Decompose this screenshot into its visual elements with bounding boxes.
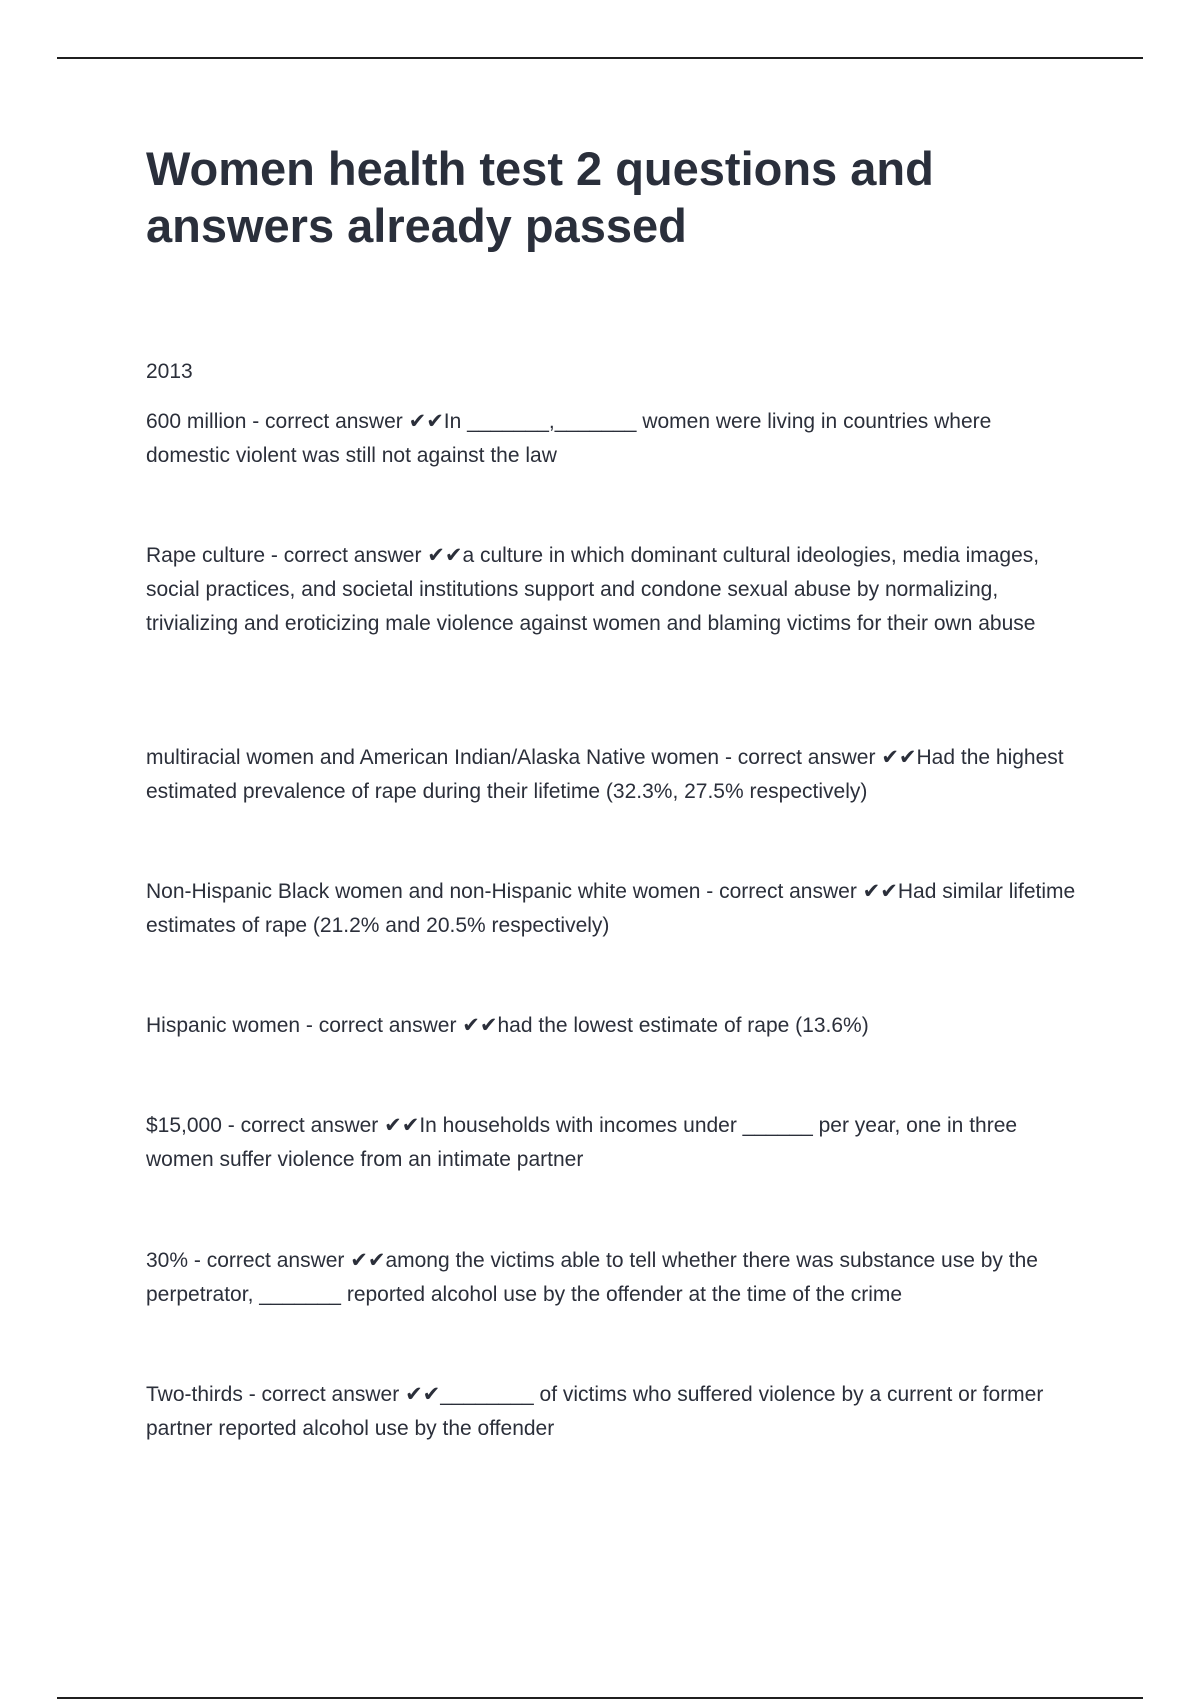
qa-separator: - correct answer ✔✔ [221,1114,420,1137]
qa-term: $15,000 [146,1114,222,1137]
qa-separator: - correct answer ✔✔ [265,544,463,567]
qa-definition: among the victims able to tell whether there was substance use by the perpetrator, _______ reported alcohol use by the offender at the time of the crime [146,1249,1038,1306]
qa-item [146,741,1076,809]
top-rule [57,57,1143,59]
qa-item [146,1244,1076,1312]
qa-separator: - correct answer ✔✔ [188,1249,386,1272]
qa-definition: ________ of victims who suffered violence by a current or former partner reported alcohol use by the offender [146,1383,1044,1440]
qa-separator: - correct answer ✔✔ [700,880,898,903]
qa-item [146,1109,1076,1177]
qa-term: Rape culture [146,544,266,567]
qa-separator: - correct answer ✔✔ [719,746,917,769]
qa-item [146,1009,1076,1043]
qa-term: 30% [146,1249,189,1272]
qa-item [146,539,1076,641]
document-title: Women health test 2 questions and answers already passed [146,142,934,252]
qa-item [146,405,1076,473]
qa-separator: - correct answer ✔✔ [246,410,444,433]
qa-definition: Had similar lifetime estimates of rape (21.2% and 20.5% respectively) [146,880,1076,937]
qa-separator: - correct answer ✔✔ [300,1014,498,1037]
qa-separator: - correct answer ✔✔ [242,1383,441,1406]
qa-definition: In _______,_______ women were living in countries where domestic violent was still not against the law [146,410,992,467]
qa-item [146,1378,1076,1446]
qa-definition: In households with incomes under ______ per year, one in three women suffer violence from an intimate partner [146,1114,1018,1171]
qa-term: multiracial women and American Indian/Alaska Native women [146,746,720,769]
qa-definition: a culture in which dominant cultural ideologies, media images, social practices, and societal institutions support and condone sexual abuse by normalizing, trivializing and eroticizing male violence against women and blaming victims for their own abuse [146,544,1040,635]
bottom-rule [57,1697,1143,1699]
qa-item [146,875,1076,943]
qa-definition: Had the highest estimated prevalence of rape during their lifetime (32.3%, 27.5% respectively) [146,746,1064,803]
qa-definition: had the lowest estimate of rape (13.6%) [497,1014,869,1037]
qa-term: Two-thirds [146,1383,243,1406]
qa-term: Non-Hispanic Black women and non-Hispanic white women [146,880,701,903]
qa-term: 600 million [146,410,247,433]
qa-term: Hispanic women [146,1014,301,1037]
year-label: 2013 [146,360,193,383]
